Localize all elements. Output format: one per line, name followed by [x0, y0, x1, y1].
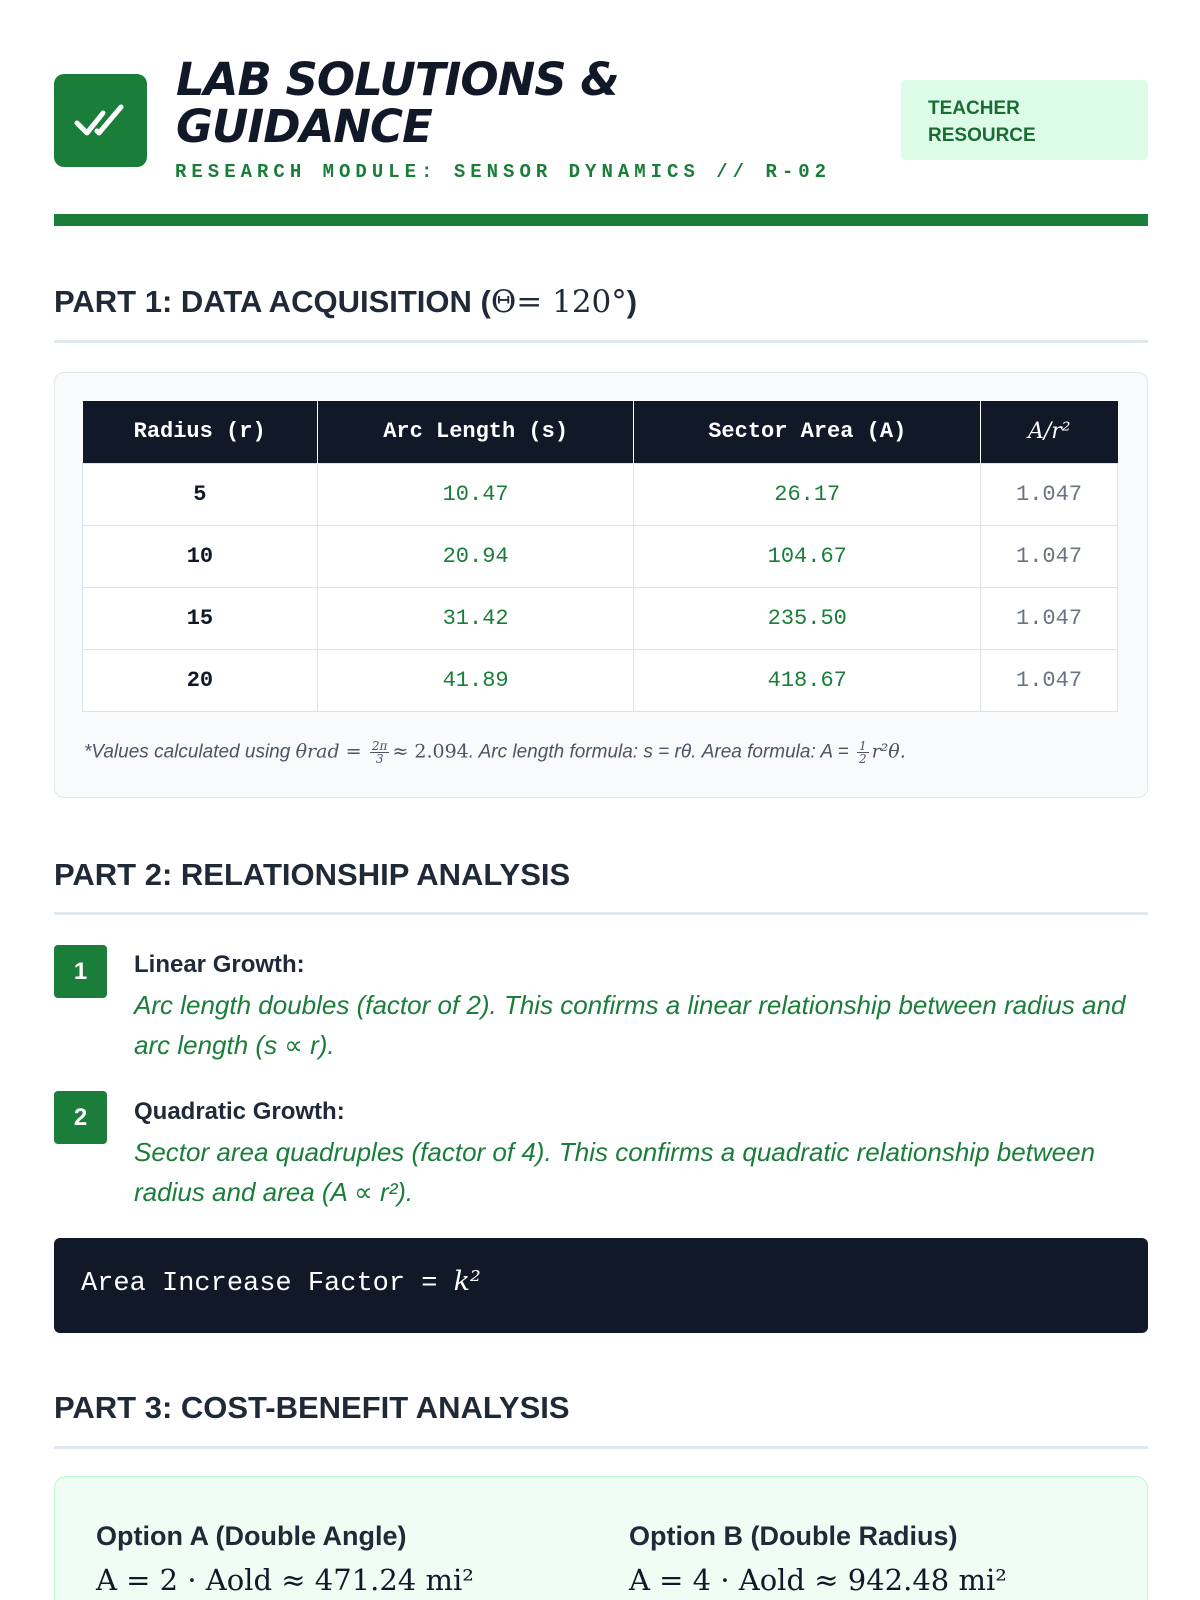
cell-radius: 10 [83, 525, 318, 587]
table-row [83, 525, 1118, 587]
cell-arc: 41.89 [317, 649, 634, 711]
formula-label: Area Increase Factor = [81, 1269, 454, 1299]
formula-math: k² [453, 1266, 481, 1297]
item-number: 2 [54, 1091, 107, 1144]
table-header-row [83, 401, 1118, 463]
footnote-arc: . Arc length formula: s = rθ. Area formula: A = [468, 741, 849, 763]
option-b-formula: A = 4 · Aold ≈ 942.48 mi² [629, 1563, 1007, 1597]
table-row [83, 587, 1118, 649]
item-number: 1 [54, 945, 107, 998]
cell-area: 26.17 [634, 463, 981, 525]
cell-ratio: 1.047 [981, 525, 1118, 587]
option-b-title: Option B (Double Radius) [629, 1521, 958, 1551]
part3-heading: PART 3: COST-BENEFIT ANALYSIS [54, 1390, 570, 1425]
option-a-formula: A = 2 · Aold ≈ 471.24 mi² [96, 1563, 474, 1597]
col-header-ratio: A/r² [981, 401, 1118, 463]
fraction-denominator: 3 [375, 752, 384, 766]
cell-arc: 31.42 [317, 587, 634, 649]
option-a-title: Option A (Double Angle) [96, 1521, 407, 1551]
col-header-arc-length: Arc Length (s) [317, 401, 634, 463]
part2-rule [54, 912, 1148, 915]
logo-badge [54, 74, 147, 167]
cell-ratio: 1.047 [981, 463, 1118, 525]
footnote-fraction [370, 740, 390, 765]
cell-area: 104.67 [634, 525, 981, 587]
half-denominator: 2 [858, 752, 867, 766]
badge-line-2: RESOURCE [928, 125, 1036, 146]
footnote-theta: θrad = [295, 740, 362, 763]
cell-arc: 10.47 [317, 463, 634, 525]
double-check-icon [73, 101, 129, 141]
badge-line-1: TEACHER [928, 98, 1020, 119]
item-body: Arc length doubles (factor of 2). This confirms a linear relationship between radius and arc length (s ∝ r). [134, 990, 1126, 1060]
cell-radius: 15 [83, 587, 318, 649]
part1-heading-text: PART 1: DATA ACQUISITION ( [54, 284, 491, 319]
footnote-half [857, 740, 869, 765]
cell-area: 235.50 [634, 587, 981, 649]
footnote-end: r²θ. [871, 740, 906, 763]
part1-heading-math: Θ= 120° [490, 284, 627, 320]
cell-radius: 20 [83, 649, 318, 711]
cell-ratio: 1.047 [981, 649, 1118, 711]
part1-rule [54, 340, 1148, 343]
footnote-lead: *Values calculated using [84, 741, 291, 763]
table-footnote [84, 740, 906, 765]
cell-area: 418.67 [634, 649, 981, 711]
half-numerator: 1 [858, 739, 867, 753]
part3-rule [54, 1446, 1148, 1449]
cell-ratio: 1.047 [981, 587, 1118, 649]
part1-heading-close: ) [626, 284, 638, 319]
table-row [83, 463, 1118, 525]
formula-box [54, 1238, 1148, 1333]
item-body: Sector area quadruples (factor of 4). This confirms a quadratic relationship between radius and area (A ∝ r²). [134, 1137, 1096, 1207]
header-divider [54, 214, 1148, 226]
cell-arc: 20.94 [317, 525, 634, 587]
col-header-sector-area: Sector Area (A) [634, 401, 981, 463]
item-title: Linear Growth: [134, 951, 305, 978]
teacher-resource-badge [901, 80, 1148, 160]
data-table [82, 401, 1118, 712]
footnote-approx: ≈ 2.094 [392, 740, 469, 763]
col-header-radius: Radius (r) [83, 401, 318, 463]
title-line-1: LAB SOLUTIONS & [176, 53, 619, 106]
title-line-2: GUIDANCE [176, 100, 432, 153]
page-subtitle: RESEARCH MODULE: SENSOR DYNAMICS // R-02 [175, 161, 832, 183]
page-title [176, 53, 619, 153]
part2-heading: PART 2: RELATIONSHIP ANALYSIS [54, 857, 571, 892]
table-row [83, 649, 1118, 711]
part1-heading [54, 284, 637, 320]
item-title: Quadratic Growth: [134, 1098, 345, 1125]
cell-radius: 5 [83, 463, 318, 525]
fraction-numerator: 2π [371, 739, 388, 753]
